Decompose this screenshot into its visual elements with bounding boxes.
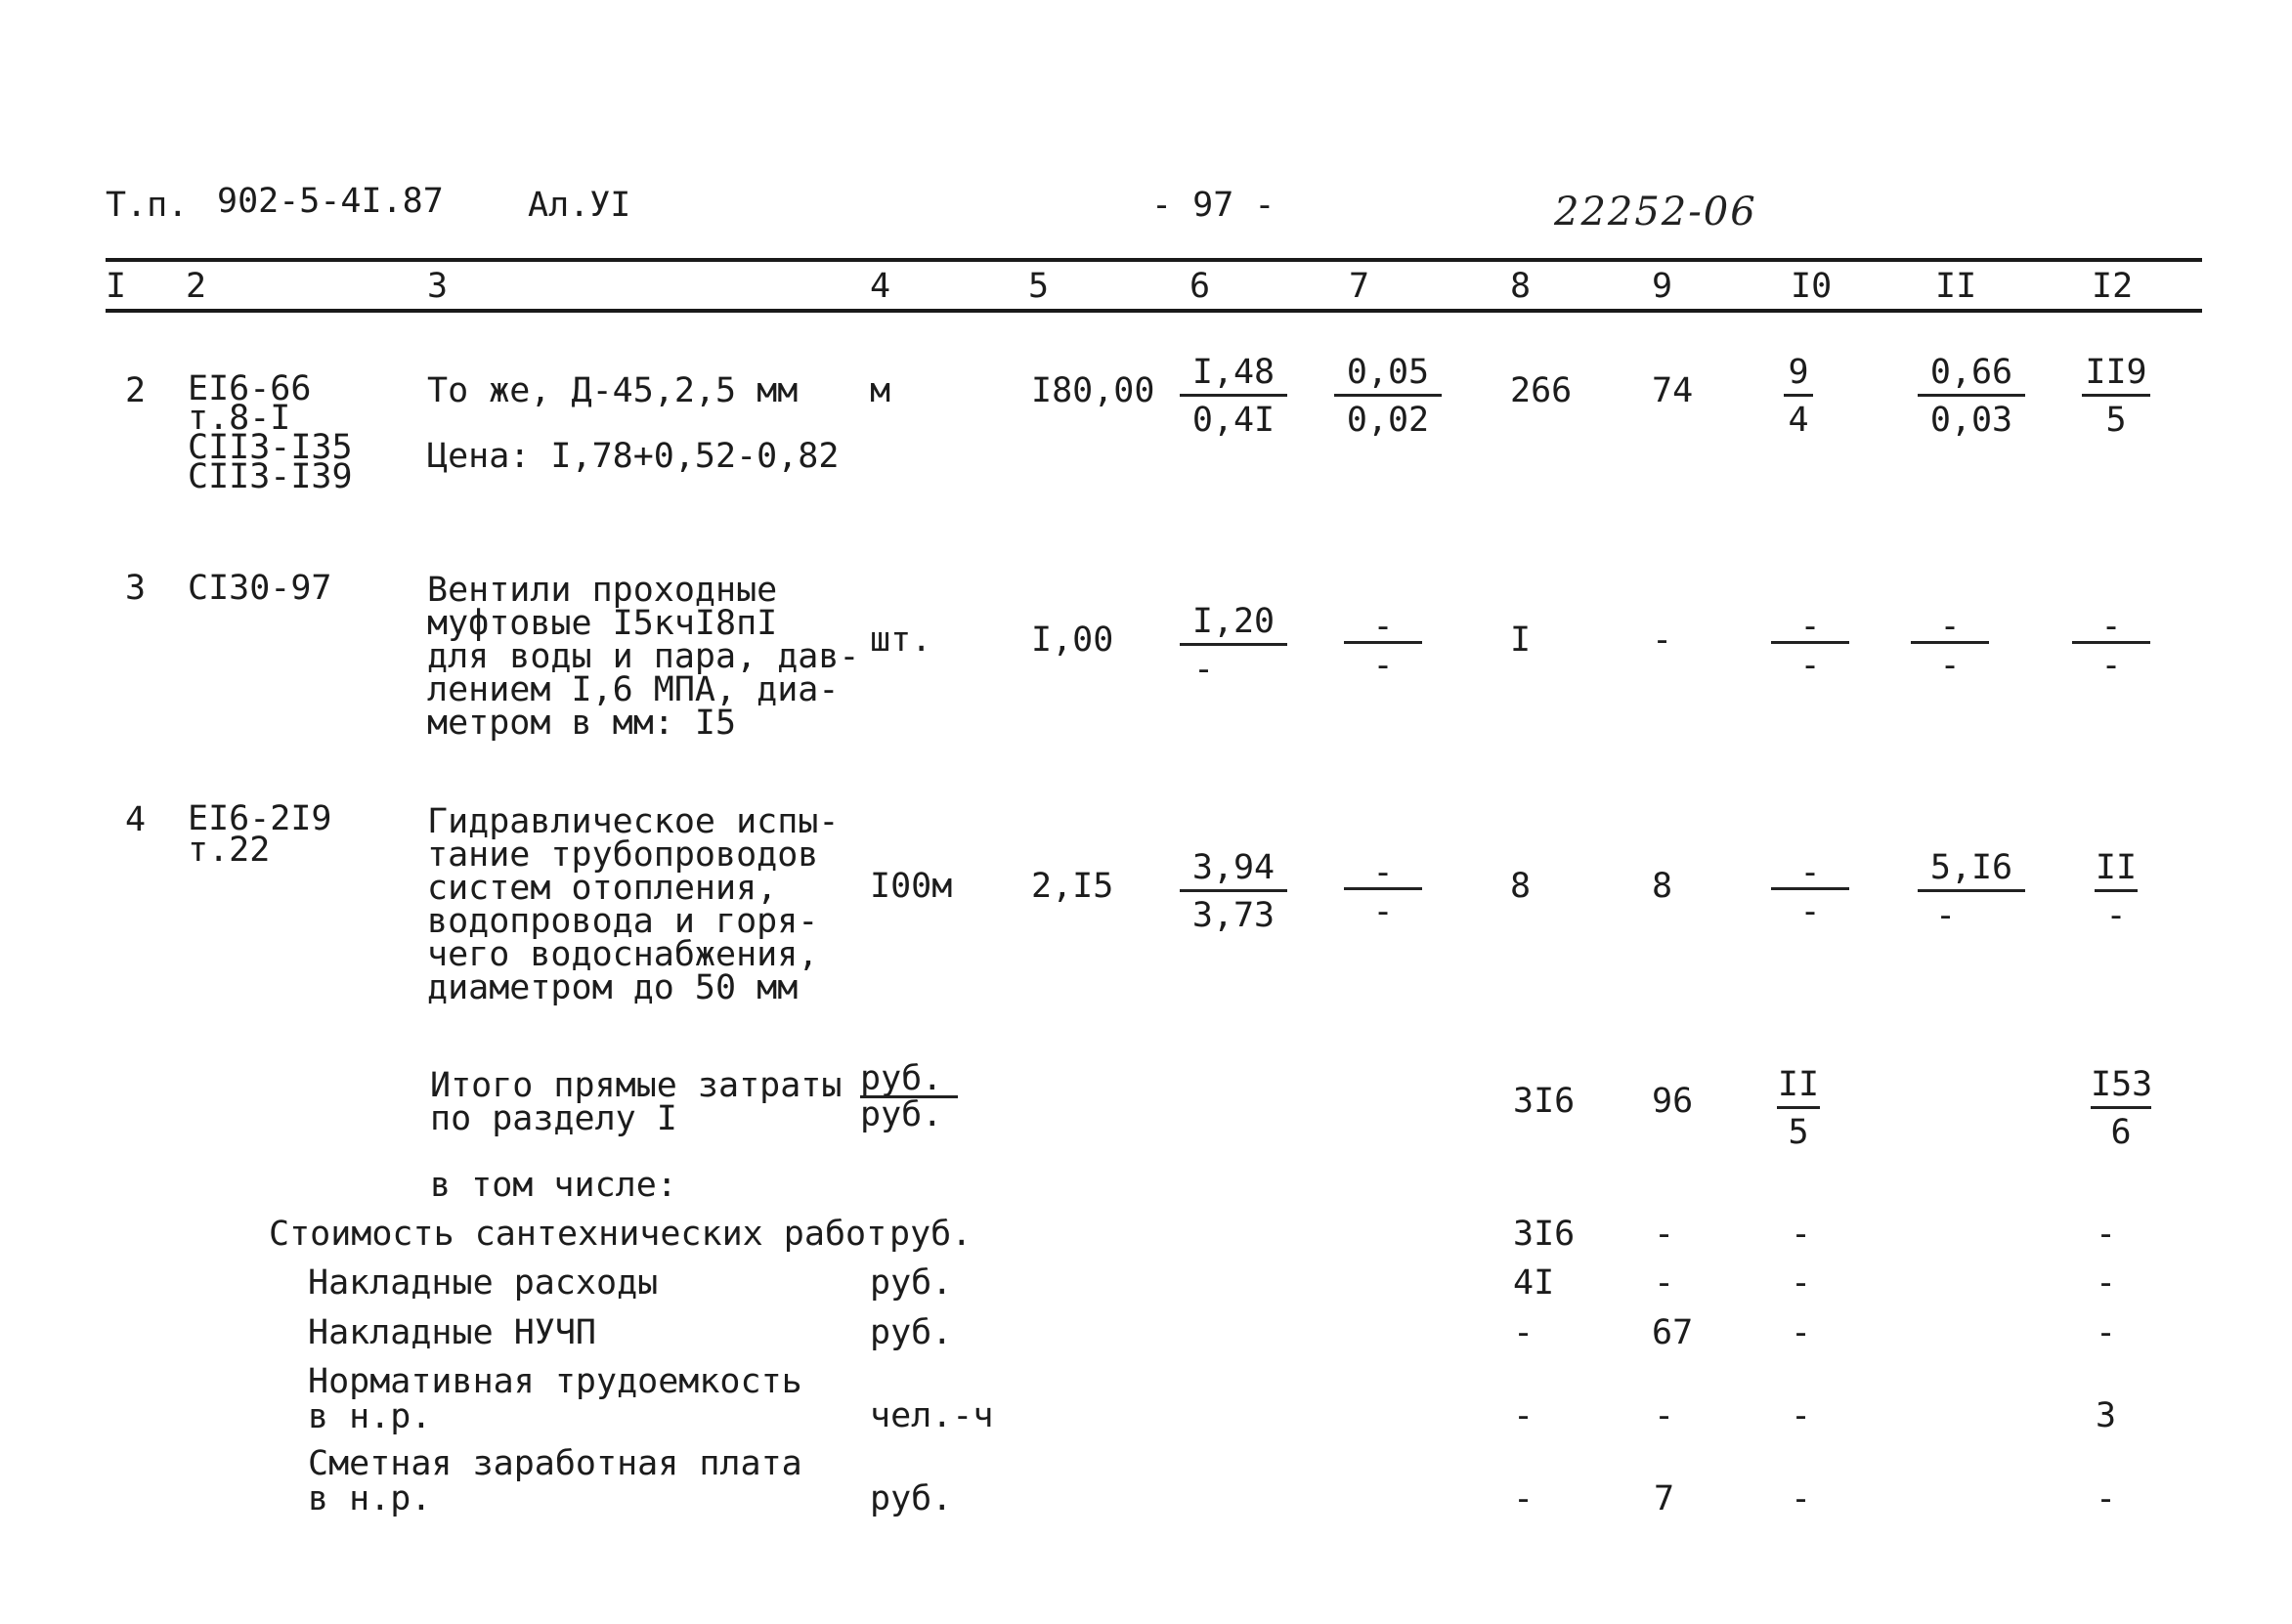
breakdown-label: Накладные НУЧП (308, 1313, 597, 1352)
col12-fraction (2072, 607, 2150, 685)
col12-fraction (2082, 848, 2150, 935)
col-header-6: 6 (1189, 267, 1211, 306)
item-price-formula: Цена: I,78+0,52-0,82 (427, 437, 840, 476)
breakdown-unit: руб. (889, 1215, 973, 1254)
breakdown-label: Стоимость сантехнических работ (269, 1215, 887, 1254)
breakdown-col8: - (1513, 1479, 1535, 1518)
denominator: - (1799, 892, 1821, 931)
col-header-7: 7 (1349, 267, 1370, 306)
total-col12-fraction (2082, 1065, 2160, 1152)
col10-fraction (1771, 853, 1849, 931)
breakdown-col12: 3 (2096, 1396, 2117, 1435)
numerator: I,20 (1180, 602, 1287, 646)
col6-fraction (1180, 602, 1287, 689)
row-number: 4 (125, 800, 147, 839)
breakdown-col10: - (1791, 1263, 1812, 1303)
breakdown-col9: - (1654, 1215, 1675, 1254)
column-header-rule (106, 309, 2202, 313)
numerator: 0,05 (1334, 353, 1442, 397)
col6-fraction (1180, 848, 1287, 935)
unit: шт. (870, 620, 932, 660)
breakdown-col9: 67 (1652, 1313, 1694, 1352)
breakdown-col8: 4I (1513, 1263, 1555, 1303)
denominator: - (1193, 650, 1215, 689)
total-col9: 96 (1652, 1082, 1694, 1121)
breakdown-col10: - (1791, 1396, 1812, 1435)
quantity: 2,I5 (1031, 867, 1114, 906)
breakdown-unit: руб. (870, 1479, 953, 1518)
col6-fraction (1180, 353, 1287, 440)
denominator: 5 (1788, 1113, 1809, 1152)
denominator: 0,4I (1191, 401, 1276, 440)
item-description: То же, Д-45,2,5 мм (427, 371, 799, 410)
breakdown-col12: - (2096, 1479, 2117, 1518)
breakdown-col8: - (1513, 1313, 1535, 1352)
item-description: Вентили проходные муфтовые I5кчI8пI для воды и пара, дав- лением I,6 МПА, диа- метром в мм: I5 (427, 571, 860, 743)
breakdown-col12: - (2096, 1313, 2117, 1352)
handwritten-stamp: 22252-06 (1554, 190, 1757, 235)
numerator: 3,94 (1180, 848, 1287, 892)
project-label: Т.п. (106, 186, 189, 225)
total-col10-fraction (1759, 1065, 1838, 1152)
numerator: - (1771, 612, 1849, 644)
breakdown-col10: - (1791, 1215, 1812, 1254)
col-header-8: 8 (1510, 267, 1532, 306)
breakdown-col12: - (2096, 1263, 2117, 1303)
breakdown-col8: 3I6 (1513, 1215, 1576, 1254)
project-code: 902-5-4I.87 (217, 182, 444, 221)
breakdown-col8: - (1513, 1396, 1535, 1435)
col-header-4: 4 (870, 267, 891, 306)
breakdown-label: Сметная заработная плата в н.р. (308, 1444, 802, 1518)
col12-fraction (2082, 353, 2150, 440)
denominator: - (2100, 646, 2122, 685)
numerator: - (1344, 612, 1422, 644)
rate-code: CI30-97 (188, 569, 332, 608)
col11-fraction (1918, 848, 2025, 935)
total-unit (860, 1059, 958, 1134)
numerator: 0,66 (1918, 353, 2025, 397)
col-header-9: 9 (1652, 267, 1673, 306)
quantity: I,00 (1031, 620, 1114, 660)
col8-value: I (1510, 620, 1532, 660)
denominator: - (1939, 646, 1961, 685)
numerator: 9 (1784, 353, 1813, 397)
numerator: II9 (2082, 353, 2150, 397)
total-col8: 3I6 (1513, 1082, 1576, 1121)
col9-value: - (1652, 620, 1673, 660)
col8-value: 8 (1510, 867, 1532, 906)
col7-fraction (1344, 607, 1422, 685)
breakdown-col12: - (2096, 1215, 2117, 1254)
breakdown-col9: - (1654, 1263, 1675, 1303)
breakdown-col9: 7 (1654, 1479, 1675, 1518)
unit: м (870, 371, 891, 410)
breakdown-col10: - (1791, 1479, 1812, 1518)
breakdown-col10: - (1791, 1313, 1812, 1352)
denominator: 0,03 (1929, 401, 2013, 440)
denominator: - (1372, 646, 1394, 685)
denominator: - (1799, 646, 1821, 685)
denominator: - (2105, 896, 2127, 935)
numerator: I53 (2091, 1065, 2151, 1109)
page-number: - 97 - (1151, 186, 1276, 225)
col7-fraction (1334, 353, 1442, 440)
top-rule (106, 258, 2202, 262)
numerator: II (1777, 1065, 1820, 1109)
album-label: Ал.УI (528, 186, 631, 225)
row-number: 3 (125, 569, 147, 608)
denominator: - (1372, 892, 1394, 931)
denominator: 0,02 (1346, 401, 1430, 440)
numerator: II (2095, 848, 2138, 892)
denominator: 3,73 (1191, 896, 1276, 935)
denominator: 5 (2105, 401, 2127, 440)
col-header-10: I0 (1791, 267, 1833, 306)
unit: I00м (870, 867, 953, 906)
col11-fraction (1918, 353, 2025, 440)
breakdown-unit: руб. (870, 1263, 953, 1303)
rate-code: EI6-2I9 т.22 (188, 799, 332, 870)
col11-fraction (1911, 607, 1989, 685)
col-header-1: I (106, 267, 127, 306)
breakdown-label: Накладные расходы (308, 1263, 659, 1303)
numerator: - (1771, 858, 1849, 890)
numerator: руб. (860, 1064, 958, 1098)
item-description: Гидравлическое испы- тание трубопроводов систем отопления, водопровода и горя- чего водоснабжения, диаметром до 50 мм (427, 802, 840, 1007)
numerator: I,48 (1180, 353, 1287, 397)
rate-code: EI6-66 т.8-I CII3-I35 CII3-I39 (188, 369, 353, 496)
numerator: - (1911, 612, 1989, 644)
breakdown-label: Нормативная трудоемкость в н.р. (308, 1362, 802, 1436)
breakdown-col9: - (1654, 1396, 1675, 1435)
col9-value: 8 (1652, 867, 1673, 906)
col-header-5: 5 (1028, 267, 1050, 306)
col7-fraction (1344, 853, 1422, 931)
denominator: 6 (2110, 1113, 2132, 1152)
including-label: в том числе: (430, 1166, 677, 1205)
total-label: Итого прямые затраты по разделу I (430, 1066, 843, 1138)
numerator: 5,I6 (1918, 848, 2025, 892)
denominator: руб. (860, 1095, 943, 1134)
denominator: - (1935, 896, 1957, 935)
col-header-12: I2 (2092, 267, 2134, 306)
denominator: 4 (1788, 401, 1809, 440)
col10-fraction (1759, 353, 1838, 440)
col10-fraction (1771, 607, 1849, 685)
col-header-3: 3 (427, 267, 449, 306)
col-header-11: II (1935, 267, 1977, 306)
numerator: - (2072, 612, 2150, 644)
breakdown-unit: чел.-ч (870, 1396, 994, 1435)
numerator: - (1344, 858, 1422, 890)
row-number: 2 (125, 371, 147, 410)
breakdown-unit: руб. (870, 1313, 953, 1352)
col9-value: 74 (1652, 371, 1694, 410)
col-header-2: 2 (186, 267, 207, 306)
quantity: I80,00 (1031, 371, 1155, 410)
col8-value: 266 (1510, 371, 1573, 410)
